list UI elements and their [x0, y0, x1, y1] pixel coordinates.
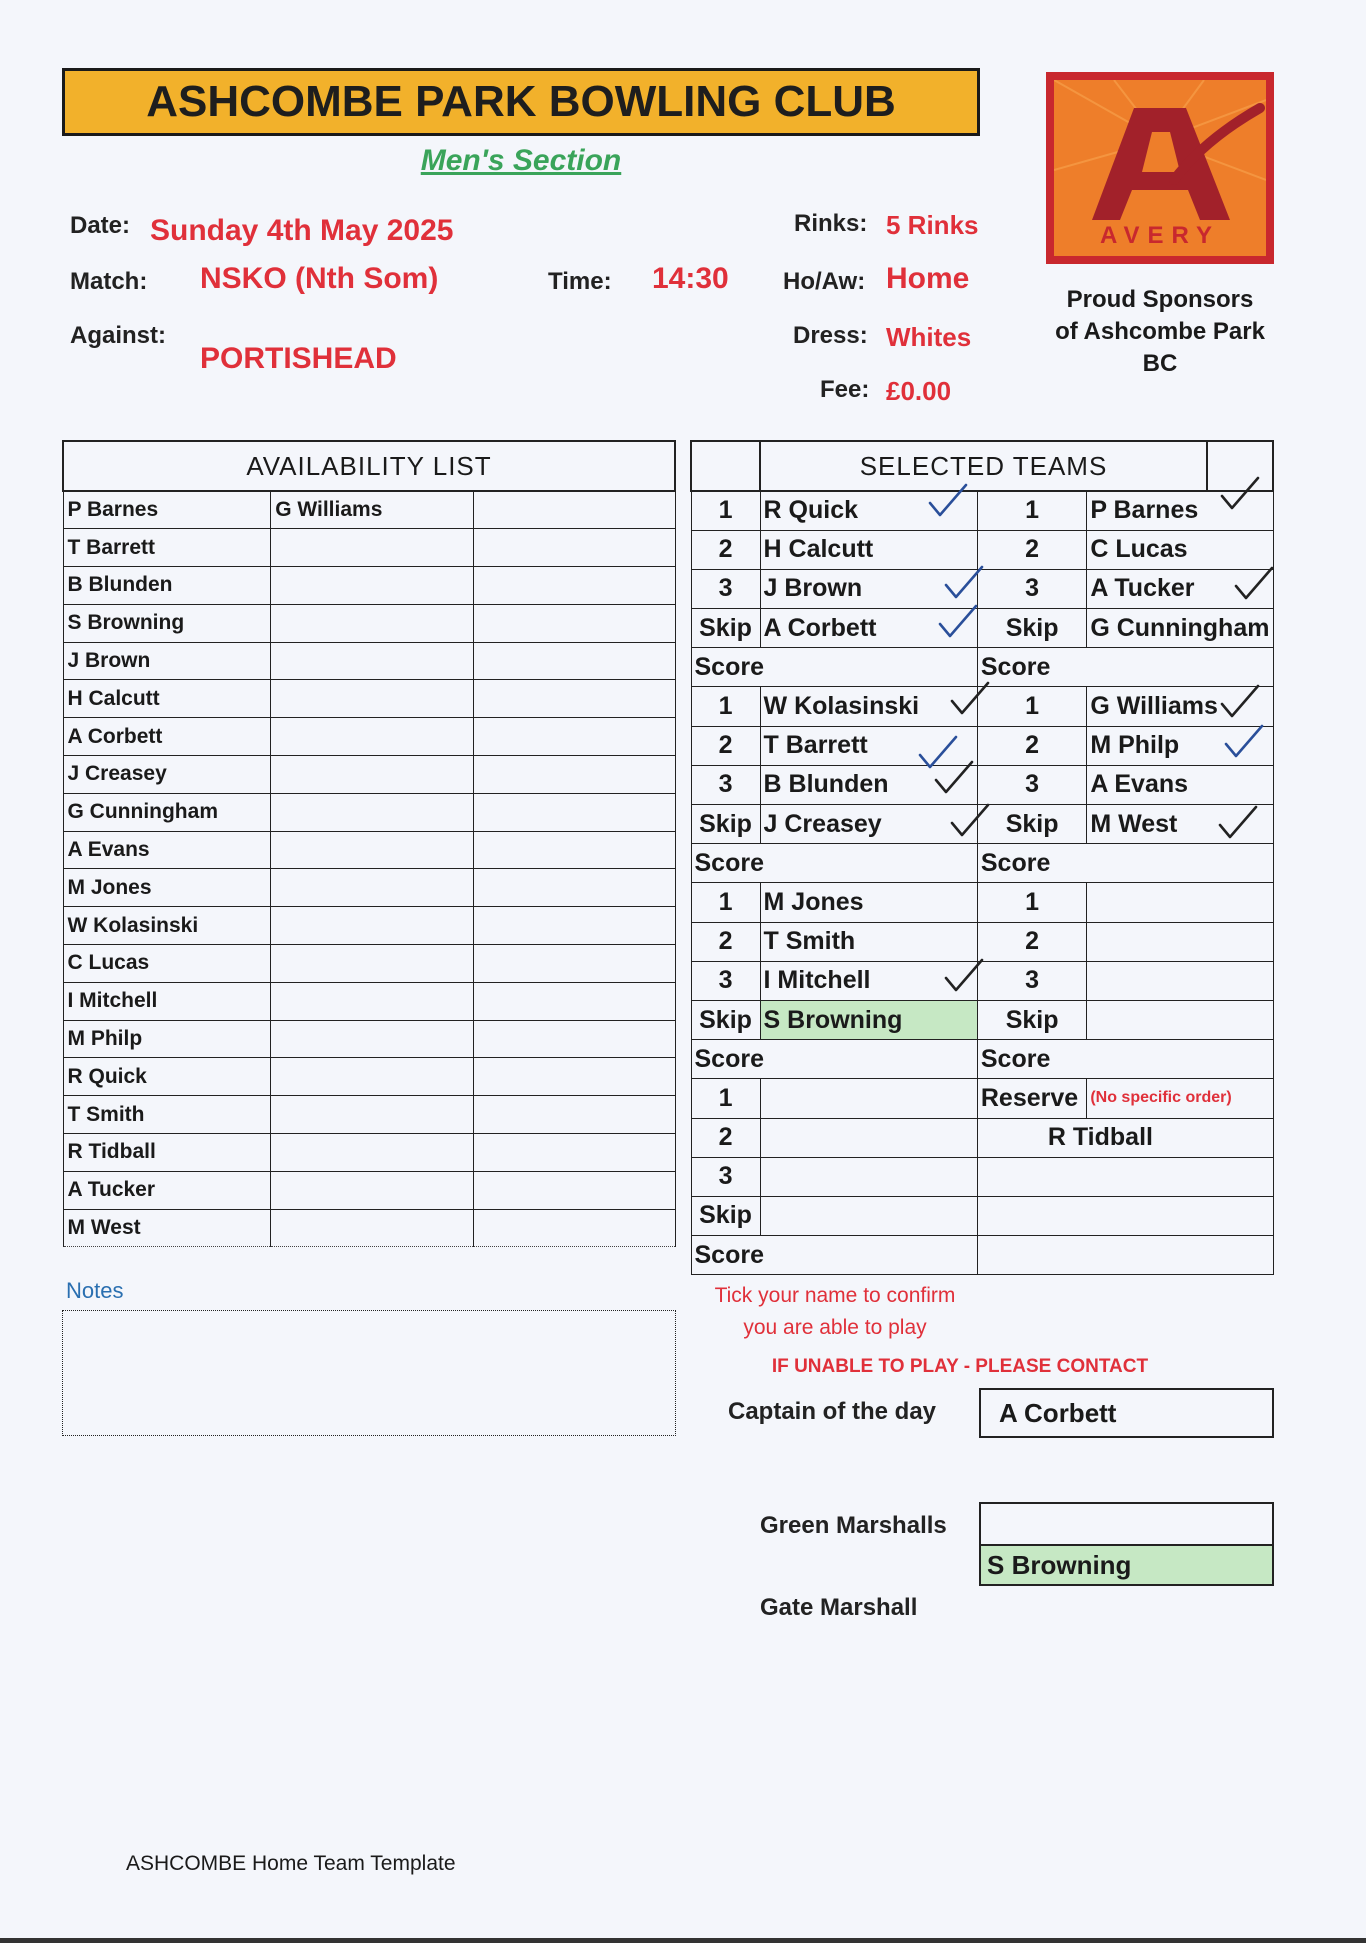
- dress-value: Whites: [886, 322, 972, 352]
- availability-cell[interactable]: H Calcutt: [63, 680, 271, 718]
- score-label: Score: [977, 844, 1273, 883]
- position-label: 2: [691, 1118, 760, 1157]
- position-label: Skip: [977, 609, 1086, 648]
- contact-warning: IF UNABLE TO PLAY - PLEASE CONTACT: [771, 1356, 1149, 1377]
- availability-cell[interactable]: S Browning: [63, 604, 271, 642]
- tick-mark-icon: [930, 485, 966, 515]
- notes-label: Notes: [66, 1278, 124, 1303]
- position-label: Skip: [691, 805, 760, 844]
- availability-cell[interactable]: M West: [63, 1209, 271, 1247]
- time-value: 14:30: [652, 262, 729, 295]
- position-label: 2: [977, 726, 1086, 765]
- tick-mark-icon: [1236, 568, 1272, 598]
- reserve-label: Reserve: [977, 1079, 1086, 1118]
- sponsor-line-2: of Ashcombe Park: [1055, 318, 1265, 345]
- tick-mark-icon: [946, 960, 982, 990]
- position-label: 3: [691, 1157, 760, 1196]
- availability-cell[interactable]: R Tidball: [63, 1134, 271, 1172]
- player-name[interactable]: P Barnes: [1087, 491, 1273, 530]
- player-name[interactable]: A Tucker: [1087, 569, 1273, 608]
- reserve-note: (No specific order): [1087, 1079, 1273, 1118]
- time-label: Time:: [548, 268, 612, 295]
- hoaw-label: Ho/Aw:: [783, 268, 866, 295]
- score-label: Score: [977, 648, 1273, 687]
- tick-mark-icon: [946, 567, 982, 597]
- rinks-label: Rinks:: [794, 210, 868, 237]
- availability-cell[interactable]: J Brown: [63, 642, 271, 680]
- green-marshalls-label: Green Marshalls: [760, 1512, 947, 1539]
- club-title: ASHCOMBE PARK BOWLING CLUB: [62, 68, 980, 136]
- availability-cell[interactable]: J Creasey: [63, 756, 271, 794]
- tick-message-line-2: you are able to play: [743, 1316, 927, 1339]
- tick-message-line-1: Tick your name to confirm: [714, 1284, 956, 1307]
- player-name[interactable]: G Cunningham: [1087, 609, 1273, 648]
- position-label: Skip: [691, 1000, 760, 1039]
- position-label: 1: [691, 491, 760, 530]
- player-name[interactable]: T Smith: [760, 922, 977, 961]
- position-label: 3: [977, 765, 1086, 804]
- position-label: Skip: [977, 1000, 1086, 1039]
- tick-mark-icon: [952, 805, 988, 835]
- gate-marshall-label: Gate Marshall: [760, 1594, 918, 1621]
- player-name[interactable]: J Creasey: [760, 805, 977, 844]
- position-label: 3: [977, 961, 1086, 1000]
- tick-mark-icon: [1226, 726, 1262, 756]
- score-label: Score: [691, 1040, 977, 1079]
- player-name[interactable]: B Blunden: [760, 765, 977, 804]
- position-label: 2: [977, 530, 1086, 569]
- captain-label: Captain of the day: [728, 1398, 937, 1425]
- fee-value: £0.00: [886, 376, 952, 406]
- template-name: ASHCOMBE Home Team Template: [126, 1852, 456, 1875]
- score-label: Score: [691, 844, 977, 883]
- teams-heading: SELECTED TEAMS: [760, 441, 1207, 491]
- availability-cell[interactable]: P Barnes: [63, 491, 271, 529]
- player-name[interactable]: R Quick: [760, 491, 977, 530]
- player-name[interactable]: G Williams: [1087, 687, 1273, 726]
- availability-cell[interactable]: W Kolasinski: [63, 907, 271, 945]
- tick-mark-icon: [1220, 807, 1256, 837]
- player-name[interactable]: M West: [1087, 805, 1273, 844]
- availability-cell[interactable]: T Barrett: [63, 529, 271, 567]
- score-label: Score: [977, 1040, 1273, 1079]
- position-label: Skip: [977, 805, 1086, 844]
- position-label: 3: [691, 569, 760, 608]
- hoaw-value: Home: [886, 262, 970, 295]
- against-value: PORTISHEAD: [200, 342, 397, 375]
- position-label: 3: [691, 765, 760, 804]
- position-label: 1: [691, 687, 760, 726]
- reserve-name: R Tidball: [977, 1118, 1273, 1157]
- position-label: 1: [691, 1079, 760, 1118]
- player-name[interactable]: J Brown: [760, 569, 977, 608]
- position-label: 1: [977, 687, 1086, 726]
- availability-cell[interactable]: G Cunningham: [63, 793, 271, 831]
- match-label: Match:: [70, 268, 148, 295]
- tick-mark-icon: [920, 737, 956, 767]
- availability-cell[interactable]: R Quick: [63, 1058, 271, 1096]
- position-label: 2: [691, 726, 760, 765]
- tick-mark-icon: [936, 762, 972, 792]
- availability-cell[interactable]: I Mitchell: [63, 982, 271, 1020]
- rinks-value: 5 Rinks: [886, 210, 979, 240]
- player-name[interactable]: A Evans: [1087, 765, 1273, 804]
- tick-mark-icon: [940, 606, 976, 636]
- position-label: 2: [691, 530, 760, 569]
- availability-cell[interactable]: A Corbett: [63, 718, 271, 756]
- sponsor-line-1: Proud Sponsors: [1066, 286, 1254, 313]
- position-label: 2: [691, 922, 760, 961]
- player-name[interactable]: I Mitchell: [760, 961, 977, 1000]
- availability-cell[interactable]: C Lucas: [63, 945, 271, 983]
- player-name[interactable]: C Lucas: [1087, 530, 1273, 569]
- player-name[interactable]: H Calcutt: [760, 530, 977, 569]
- captain-value: A Corbett: [979, 1388, 1274, 1438]
- match-value: NSKO (Nth Som): [200, 262, 439, 295]
- player-name[interactable]: M Jones: [760, 883, 977, 922]
- player-name[interactable]: A Corbett: [760, 609, 977, 648]
- availability-heading: AVAILABILITY LIST: [63, 441, 675, 491]
- sponsor-line-3: BC: [1142, 350, 1178, 377]
- player-name[interactable]: T Barrett: [760, 726, 977, 765]
- position-label: 1: [691, 883, 760, 922]
- availability-cell[interactable]: T Smith: [63, 1096, 271, 1134]
- position-label: Skip: [691, 1196, 760, 1235]
- fee-label: Fee:: [820, 376, 870, 403]
- player-name[interactable]: S Browning: [760, 1000, 977, 1039]
- dress-label: Dress:: [793, 322, 868, 349]
- tick-mark-icon: [952, 683, 988, 713]
- availability-cell[interactable]: A Tucker: [63, 1171, 271, 1209]
- score-label: Score: [691, 648, 977, 687]
- position-label: Skip: [691, 609, 760, 648]
- availability-cell[interactable]: B Blunden: [63, 567, 271, 605]
- position-label: 1: [977, 491, 1086, 530]
- availability-cell[interactable]: M Jones: [63, 869, 271, 907]
- tick-mark-icon: [1222, 478, 1258, 508]
- position-label: 2: [977, 922, 1086, 961]
- availability-cell[interactable]: M Philp: [63, 1020, 271, 1058]
- date-label: Date:: [70, 212, 131, 239]
- position-label: 3: [691, 961, 760, 1000]
- availability-cell[interactable]: G Williams: [271, 491, 473, 529]
- player-name[interactable]: W Kolasinski: [760, 687, 977, 726]
- position-label: 1: [977, 883, 1086, 922]
- section-title: Men's Section: [420, 144, 622, 177]
- player-name[interactable]: M Philp: [1087, 726, 1273, 765]
- against-label: Against:: [70, 322, 166, 349]
- position-label: 3: [977, 569, 1086, 608]
- logo-text: AVERY: [1099, 222, 1220, 249]
- score-label: Score: [691, 1236, 977, 1275]
- availability-cell[interactable]: A Evans: [63, 831, 271, 869]
- green-marshall-2: S Browning: [979, 1544, 1274, 1586]
- date-value: Sunday 4th May 2025: [150, 214, 454, 247]
- tick-mark-icon: [1222, 686, 1258, 716]
